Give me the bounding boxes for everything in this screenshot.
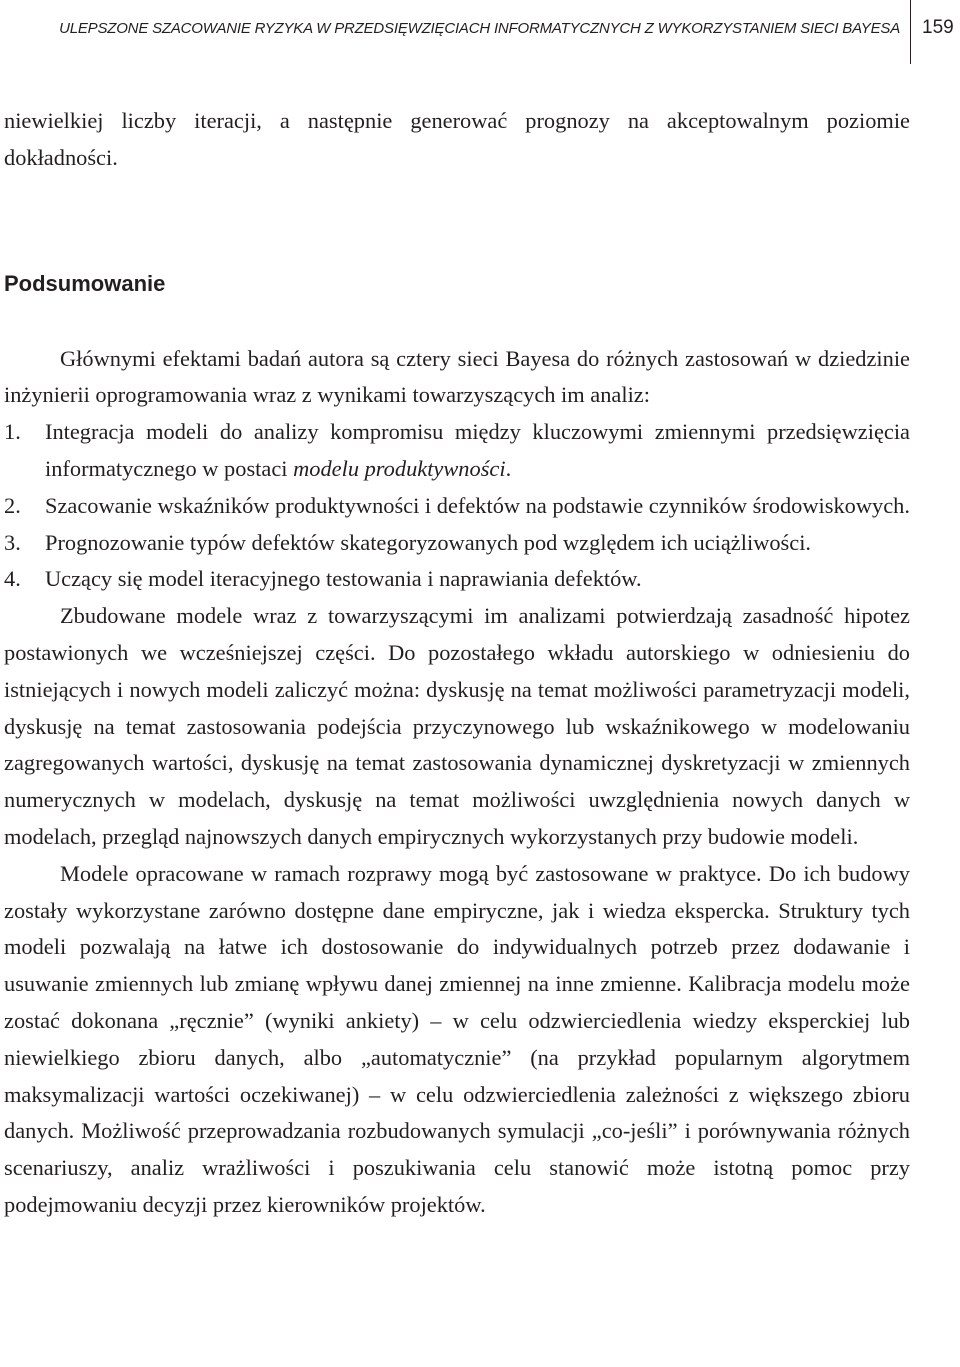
header-divider [910, 0, 911, 64]
list-item-number: 2. [4, 492, 21, 518]
page-body [4, 103, 910, 1224]
list-item-number: 3. [4, 529, 21, 555]
section-title: Podsumowanie [4, 270, 166, 296]
body-paragraph-2: Modele opracowane w ramach rozprawy mogą być zastosowane w praktyce. Do ich budowy zostały wykorzystane zarówno dostępne dane empiryczne, jak i wiedza ekspercka. Struktury tych modeli pozwalają na łatwe ich dostosowanie do indywidualnych potrzeb przez dodawanie i usuwanie zmiennych lub zmianę wpływu danej zmiennej na inne zmienne. Kalibracja modelu może zostać dokonana „ręcznie” (wyniki ankiety) – w celu odzwierciedlenia wiedzy eksperckiej lub niewielkiego zbioru danych, albo „automatycznie” (na przykład popularnym algorytmem maksymalizacji wartości oczekiwanej) – w celu odzwierciedlenia zależności z większego zbioru danych. Możliwość przeprowadzania rozbudowanych symulacji „co-jeśli” i porównywania różnych scenariuszy, analiz wrażliwości i poszukiwania celu stanowić może istotną pomoc przy podejmowaniu decyzji przez kierowników projektów. [4, 860, 910, 1217]
list-item-number: 1. [4, 419, 21, 445]
list-item-emphasis: modelu produktywności [293, 455, 506, 481]
list-item-text: Uczący się model iteracyjnego testowania i naprawiania defektów. [45, 566, 642, 592]
list-item-text: Szacowanie wskaźników produktywności i defektów na podstawie czynników środowiskowych. [45, 492, 910, 518]
running-title: ULEPSZONE SZACOWANIE RYZYKA W PRZEDSIĘWZIĘCIACH INFORMATYCZNYCH Z WYKORZYSTANIEM SIECI BAYESA [59, 20, 900, 37]
list-item [4, 488, 910, 525]
list-item-number: 4. [4, 566, 21, 592]
list-item [4, 525, 910, 562]
list-item [4, 561, 910, 598]
list-item-text: Integracja modeli do analizy kompromisu między kluczowymi zmiennymi przedsięwzięcia informatycznego w postaci [45, 419, 910, 481]
list-item [4, 414, 910, 488]
list-item-tail: . [505, 455, 512, 481]
body-paragraph-1: Zbudowane modele wraz z towarzyszącymi im analizami potwierdzają zasadność hipotez postawionych we wcześniejszej części. Do pozostałego wkładu autorskiego w odniesieniu do istniejących i nowych modeli zaliczyć można: dyskusję na temat możliwości parametryzacji modeli, dyskusję na temat zastosowania podejścia przyczynowego lub wskaźnikowego w modelowaniu zagregowanych wartości, dyskusję na temat zastosowania dynamicznej dyskretyzacji w zmiennych numerycznych w modelach, dyskusję na temat możliwości uwzględnienia nowych danych w modelach, przegląd najnowszych danych empirycznych wykorzystanych przy budowie modeli. [4, 603, 910, 849]
section-lead-paragraph: Głównymi efektami badań autora są cztery sieci Bayesa do różnych zastosowań w dziedzinie inżynierii oprogramowania wraz z wynikami towarzyszących im analiz: [4, 345, 910, 408]
page-header [0, 0, 960, 64]
page-number: 159 [922, 17, 954, 38]
findings-list [4, 414, 910, 598]
intro-paragraph: niewielkiej liczby iteracji, a następnie generować prognozy na akceptowalnym poziomie dokładności. [4, 108, 910, 170]
list-item-text: Prognozowanie typów defektów skategoryzowanych pod względem ich uciążliwości. [45, 529, 812, 555]
